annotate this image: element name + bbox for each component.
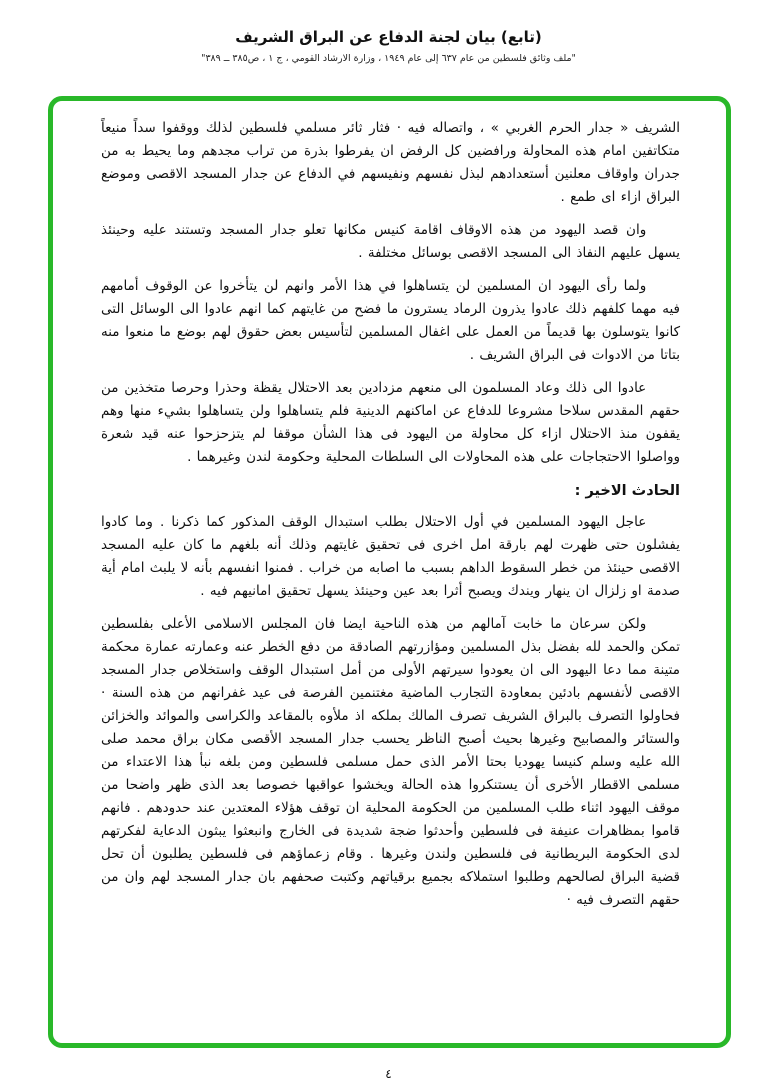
paragraph: الشريف « جدار الحرم الغربي » ، واتصاله فيه · فثار ثائر مسلمي فلسطين لذلك ووقفوا سداً منيعاً متكاتفين امام هذه المحاولة ورافضين كل الرفض ان يفرطوا بذرة من تراب مجدهم وما يحيط به من جدران واوقاف معلنين أستعدادهم لبذل نفسهم ونفيسهم في الدفاع عن جدار المسجد الاقصى وموضع البراق ازاء اى طمع . — [101, 120, 680, 205]
paragraph: ولكن سرعان ما خابت آمالهم من هذه الناحية ايضا فان المجلس الاسلامى الأعلى بفلسطين تمكن والحمد لله بفضل بذل المسلمين ومؤازرتهم الصادقة من دفع الخطر عنه وعمارته عمارة محكمة متينة مما دعا اليهود الى ان يعودوا سيرتهم الأولى من أمل استبدال الوقف واستخلاص جدار المسجد الاقصى لأنفسهم بادئين بمعاودة التجارب الماضية مغتنمين الفرصة فى عيد غفرانهم من هذه السنة · فحاولوا التصرف بالبراق الشريف تصرف المالك بملكه اذ ملأوه بالمقاعد والكراسى والموائد والخزائن والستائر والمصابيح وغيرها بحيث أصبح الناظر يحسب جدار المسجد الأقصى مكان براق محمد صلى الله عليه وسلم كنيسا يهوديا بحتا الأمر الذى حمل مسلمى فلسطين ومن بلغه نبأ هذا الاعتداء من مسلمى الاقطار الأخرى أن يستنكروا هذه الحالة ويخشوا عواقبها خصوصا بعد الذى ظهر واضحا من موقف اليهود اثناء طلب المسلمين من الحكومة المحلية ان توقف هؤلاء المعتدين عند حدودهم . فانهم قاموا بمظاهرات عنيفة فى فلسطين وأحدثوا ضجة شديدة فى الخارج وانبعثوا يبثون الدعاية لفكرتهم لدى الحكومة البريطانية فى فلسطين ولندن وغيرها . وقام زعماؤهم فى فلسطين يطلبون أن تحل قضية البراق لصالحهم وطلبوا استملاكه بجميع برقياتهم وكتبت صحفهم بان جدار المسجد لهم وان من حقهم التصرف فيه · — [101, 616, 680, 908]
content-frame — [48, 96, 731, 1048]
page-title: (تابع) بيان لجنة الدفاع عن البراق الشريف — [235, 28, 542, 46]
paragraph: وان قصد اليهود من هذه الاوقاف اقامة كنيس مكانها تعلو جدار المسجد وتستند عليه وحينئذ يسهل عليهم النفاذ الى المسجد الاقصى بوسائل مختلفة . — [101, 222, 680, 261]
paragraph: عادوا الى ذلك وعاد المسلمون الى منعهم مزدادين بعد الاحتلال يقظة وحذرا وحرصا متخذين من حقهم المقدس سلاحا مشروعا للدفاع عن اماكنهم الدينية فلم يتساهلوا ولن يتساهلوا بشيء منها وهم يقفون منذ الاحتلال ازاء كل محاولة من اليهود فى هذا الشأن موقفا لم يتزحزحوا عنه قيد شعرة وواصلوا الاحتجاجات على هذه المحاولات الى السلطات المحلية وحكومة لندن وغيرهما . — [101, 380, 680, 465]
page-number: ٤ — [385, 1067, 392, 1081]
paragraph: عاجل اليهود المسلمين في أول الاحتلال بطلب استبدال الوقف المذكور كما ذكرنا . وما كادوا يفشلون حتى ظهرت لهم بارقة امل اخرى فى تحقيق غايتهم وذلك أنه بلغهم ما كان عليه المسجد الاقصى حينئذ من خطر السقوط الداهم بسبب ما اصابه من خراب . فمنوا انفسهم بأنه لا يلبث امام أية صدمة او زلزال ان ينهار ويندك ويصبح أثرا بعد عين وحينئذ يسهل تحقيق امانيهم فيه . — [101, 514, 680, 599]
document-footer — [0, 1063, 777, 1082]
source-citation: "ملف وثائق فلسطين من عام ٦٣٧ إلى عام ١٩٤٩ ، وزارة الارشاد القومي ، ج ١ ، ص٣٨٥ ــ ٣٨٩" — [201, 53, 576, 64]
paragraph: ولما رأى اليهود ان المسلمين لن يتساهلوا في هذا الأمر وانهم لن يتأخروا عن الوقوف أمامهم فيه مهما كلفهم ذلك عادوا يذرون الرماد يسترون ما فضح من غايتهم كما انهم عادوا الى الوسائل التى كانوا يتوسلون بها قديماً من العمل على اغفال المسلمين لتأسيس بعض حقوق لهم بوضع ما منعوا منه بتاتا من الادوات فى البراق الشريف . — [101, 278, 680, 363]
document-header — [0, 0, 777, 64]
section-heading: الحادث الاخير : — [574, 483, 680, 499]
